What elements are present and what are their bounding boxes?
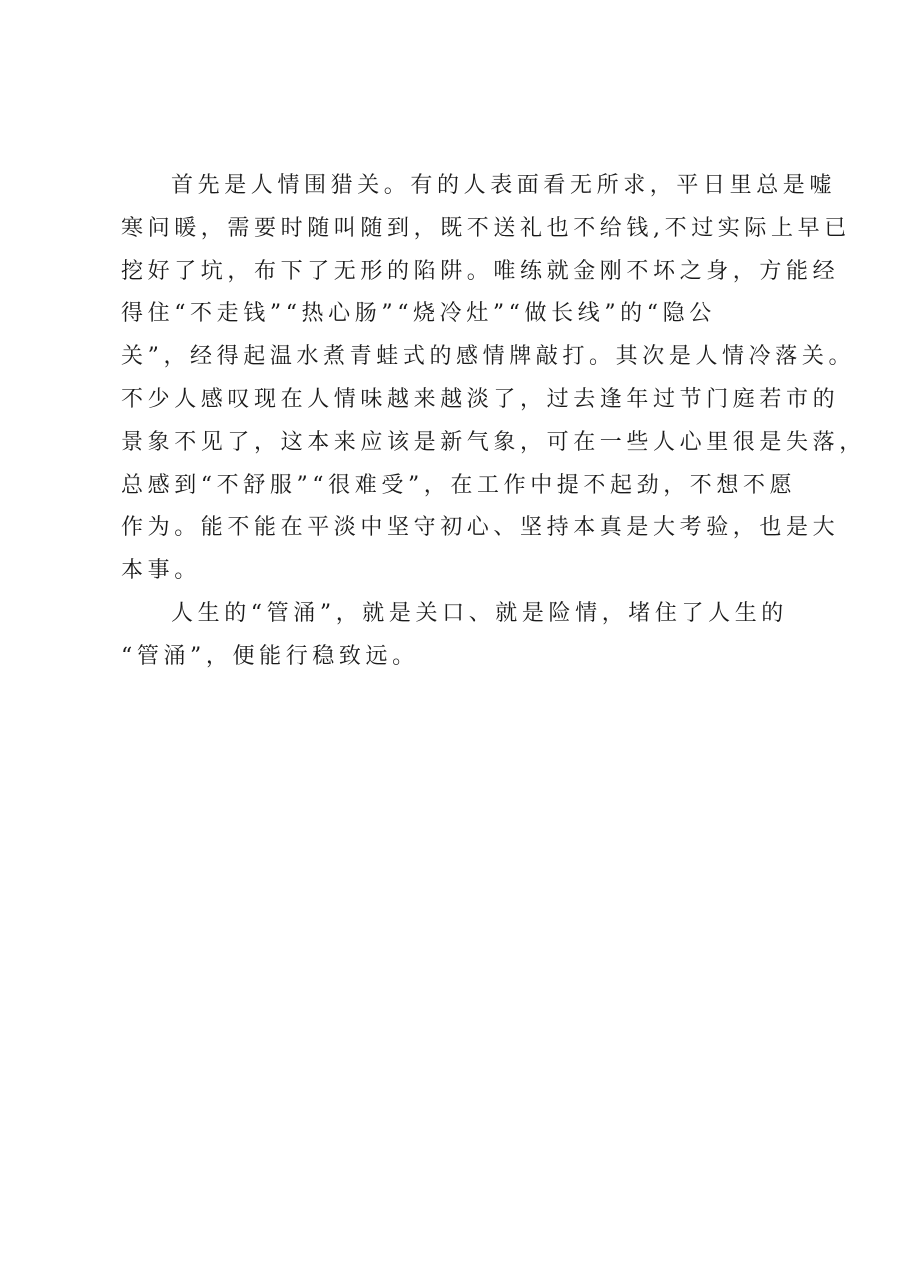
text-line: 首先是人情围猎关。有的人表面看无所求，平日里总是嘘: [171, 173, 837, 198]
text-line: 总感到“不舒服”“很难受”，在工作中提不起劲，不想不愿: [121, 472, 797, 498]
paragraph-1: [121, 165, 866, 593]
body-text: [121, 165, 866, 679]
text-line: 寒问暖，需要时随叫随到，既不送礼也不给钱,不过实际上早已: [121, 215, 851, 241]
text-line: 本事。: [121, 558, 201, 584]
text-line: 景象不见了，这本来应该是新气象，可在一些人心里很是失落，: [121, 429, 866, 455]
text-line: “管涌”，便能行稳致远。: [121, 643, 419, 669]
text-line: 挖好了坑，布下了无形的陷阱。唯练就金刚不坏之身，方能经: [121, 258, 840, 284]
text-line: 作为。能不能在平淡中坚守初心、坚持本真是大考验，也是大: [121, 515, 840, 541]
text-line: 关”，经得起温水煮青蛙式的感情牌敲打。其次是人情冷落关。: [121, 344, 856, 370]
text-line: 人生的“管涌”，就是关口、就是险情，堵住了人生的: [171, 600, 788, 626]
text-line: 得住“不走钱”“热心肠”“烧冷灶”“做长线”的“隐公: [121, 301, 716, 327]
paragraph-2: [121, 593, 811, 679]
text-line: 不少人感叹现在人情味越来越淡了，过去逢年过节门庭若市的: [121, 386, 840, 412]
